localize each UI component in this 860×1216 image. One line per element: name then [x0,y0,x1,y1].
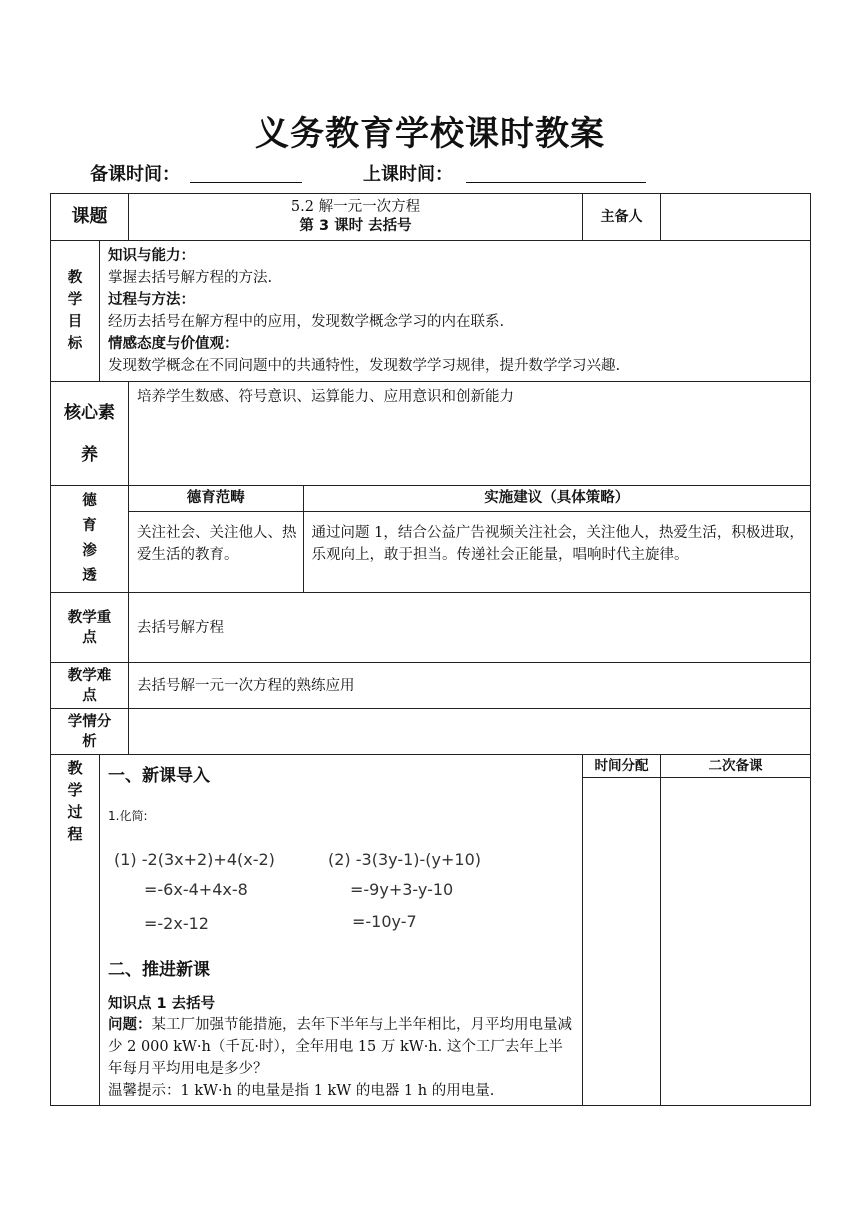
goals-label: 教 学 目 标 [51,241,100,382]
moral-strategy-header: 实施建议（具体策略） [303,486,810,511]
goal-attitude-head: 情感态度与价值观： [108,336,239,352]
expr-2-step1: =-9y+3-y-10 [350,880,454,899]
class-time-blank [466,182,646,183]
key-point-text: 去括号解方程 [129,593,811,663]
lesson-plan-table [50,193,811,1106]
prep-time-label: 备课时间： [90,164,180,185]
section-new-content: 二、推进新课 [108,960,210,980]
expr-1-step1: =-6x-4+4x-8 [144,880,248,899]
preparer-value [661,194,811,241]
process-label: 教 学 过 程 [51,755,100,1106]
expr-2: (2) -3(3y-1)-(y+10) [328,850,481,869]
expr-1: (1) -2(3x+2)+4(x-2) [114,850,275,869]
goal-attitude-text: 发现数学概念在不同问题中的共通特性，发现数学学习规律，提升数学学习兴趣. [108,358,621,374]
goal-knowledge-head: 知识与能力： [108,248,195,264]
problem-text: 某工厂加强节能措施，去年下半年与上半年相比，月平均用电量减少 2 000 kW·h（千瓦·时），全年用电 15 万 kW·h. 这个工厂去年上半年每月平均用电是多少？ [108,1017,572,1077]
moral-scope-text: 关注社会、关注他人、热爱生活的教育。 [129,511,303,592]
core-text: 培养学生数感、符号意识、运算能力、应用意识和创新能力 [129,382,811,486]
goal-process-text: 经历去括号在解方程中的应用，发现数学概念学习的内在联系. [108,314,505,330]
core-label: 核心素 养 [51,382,129,486]
difficulty-text: 去括号解一元一次方程的熟练应用 [129,663,811,709]
key-point-label: 教学重 点 [51,593,129,663]
question-simplify: 1.化简: [108,809,148,823]
problem-head: 问题： [108,1017,152,1033]
prep-time-blank [190,182,302,183]
hint-text: 温馨提示：1 kW·h 的电量是指 1 kW 的电器 1 h 的用电量. [108,1083,495,1099]
time-allocation-column [583,755,661,1106]
moral-label: 德 育 渗 透 [51,486,129,593]
topic-cell [129,194,583,241]
goal-knowledge-text: 掌握去括号解方程的方法. [108,270,273,286]
second-prep-column [661,755,811,1106]
process-content [100,755,583,1106]
goals-content [100,241,811,382]
moral-strategy-text: 通过问题 1，结合公益广告视频关注社会，关注他人，热爱生活，积极进取，乐观向上，敢于担当。传递社会正能量，唱响时代主旋律。 [303,511,810,592]
expr-1-result: =-2x-12 [144,914,209,933]
analysis-label: 学情分 析 [51,709,129,755]
goal-process-head: 过程与方法： [108,292,195,308]
problem [108,1014,576,1080]
class-time-label: 上课时间： [363,164,453,185]
moral-content [129,486,811,593]
topic-label: 课题 [51,194,129,241]
knowledge-point-1: 知识点 1 去括号 [108,996,216,1012]
topic-line2: 第 3 课时 去括号 [299,218,412,234]
preparer-label: 主备人 [583,194,661,241]
time-allocation-label: 时间分配 [583,755,660,778]
expr-2-result: =-10y-7 [352,912,417,931]
document-title: 义务教育学校课时教案 [255,114,605,154]
section-new-lesson: 一、新课导入 [108,766,210,786]
analysis-text [129,709,811,755]
topic-line1: 5.2 解一元一次方程 [290,199,421,215]
difficulty-label: 教学难 点 [51,663,129,709]
moral-scope-header: 德育范畴 [129,486,303,511]
second-prep-label: 二次备课 [661,755,810,778]
